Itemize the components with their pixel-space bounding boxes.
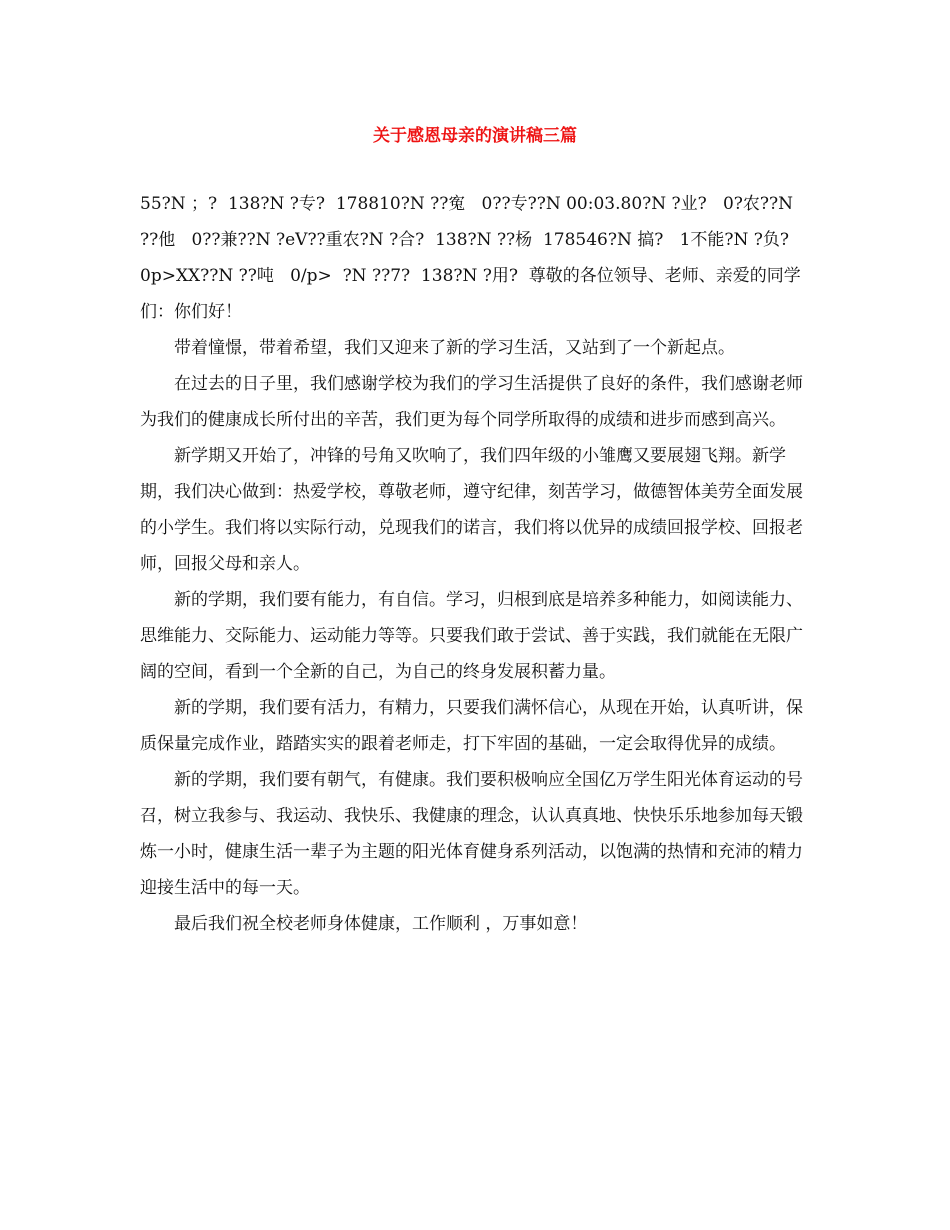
paragraph-3: 在过去的日子里，我们感谢学校为我们的学习生活提供了良好的条件，我们感谢老师为我们的健康成长所付出的辛苦，我们更为每个同学所取得的成绩和进步而感到高兴。 [140, 374, 803, 430]
paragraph-4: 新学期又开始了，冲锋的号角又吹响了，我们四年级的小雏鹰又要展翅飞翔。新学期，我们决心做到：热爱学校，尊敬老师，遵守纪律，刻苦学习，做德智体美劳全面发展的小学生。我们将以实际行动，兑现我们的诺言，我们将以优异的成绩回报学校、回报老师，回报父母和亲人。 [140, 446, 803, 574]
paragraph-1: 55?N ；? 138?N ?专? 178810?N ??寃 0??专??N 00:03.80?N ?业? 0?农??N ??他 0??兼??N ?eV??重农?N ?合? 138?N ??杨 178546?N 搞? 1不能?N ?负? 0p>XX??N ??吨 0/p> ?N ??7? 138?N ?用? 尊敬的各位领导、老师、亲爱的同学们：你们好！ [140, 194, 806, 322]
paragraph-5: 新的学期，我们要有能力，有自信。学习，归根到底是培养多种能力，如阅读能力、思维能力、交际能力、运动能力等等。只要我们敢于尝试、善于实践，我们就能在无限广阔的空间，看到一个全新的自己，为自己的终身发展积蓄力量。 [140, 590, 803, 682]
paragraph-6: 新的学期，我们要有活力，有精力，只要我们满怀信心，从现在开始，认真听讲，保质保量完成作业，踏踏实实的跟着老师走，打下牢固的基础，一定会取得优异的成绩。 [140, 698, 803, 754]
paragraph-7: 新的学期，我们要有朝气，有健康。我们要积极响应全国亿万学生阳光体育运动的号召，树立我参与、我运动、我快乐、我健康的理念，认认真真地、快快乐乐地参加每天锻炼一小时，健康生活一辈子为主题的阳光体育健身系列活动，以饱满的热情和充沛的精力迎接生活中的每一天。 [140, 770, 803, 898]
paragraph-8: 最后我们祝全校老师身体健康，工作顺利 ，万事如意！ [174, 914, 588, 934]
document-title: 关于感恩母亲的演讲稿三篇 [373, 126, 577, 146]
paragraph-2: 带着憧憬，带着希望，我们又迎来了新的学习生活，又站到了一个新起点。 [174, 338, 735, 358]
document-body [140, 186, 816, 942]
